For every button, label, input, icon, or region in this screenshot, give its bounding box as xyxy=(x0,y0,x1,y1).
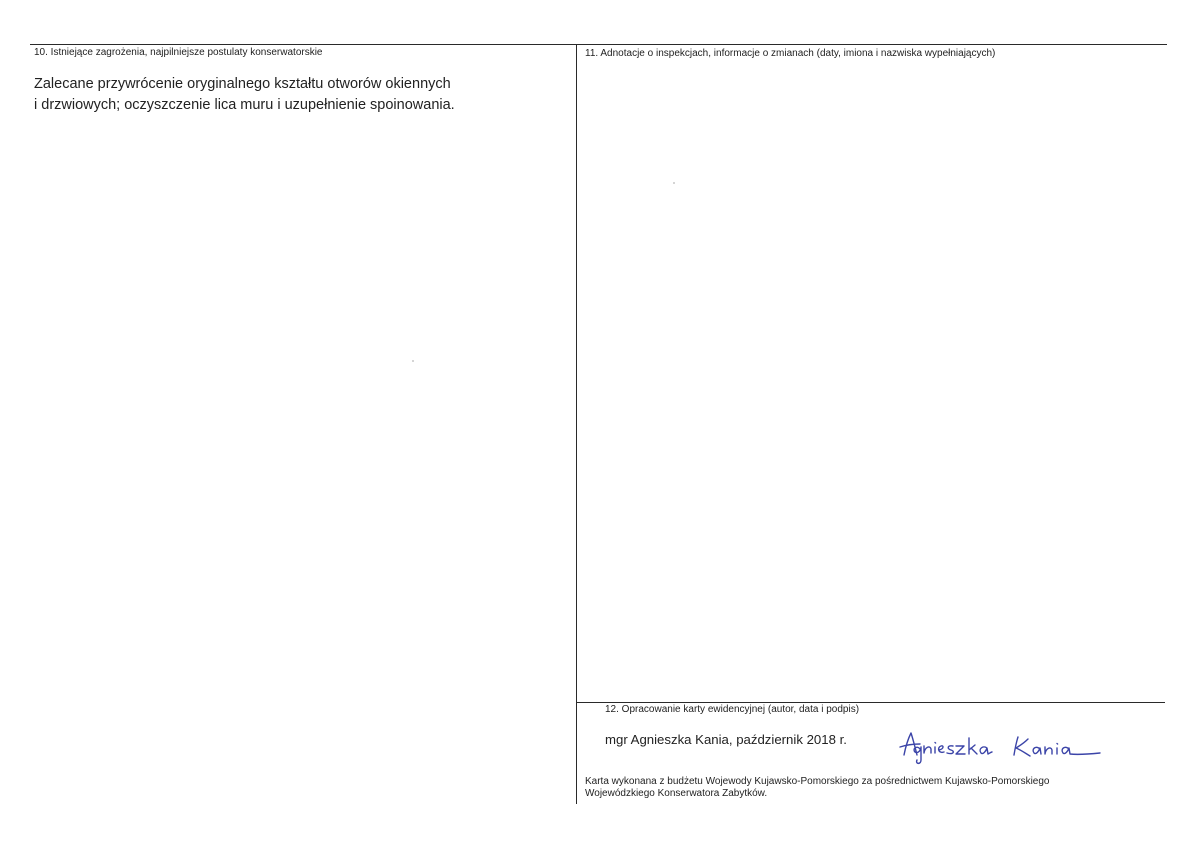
section-10-heading: 10. Istniejące zagrożenia, najpilniejsze postulaty konserwatorskie xyxy=(34,47,323,58)
section-12-rule xyxy=(576,702,1165,703)
top-rule xyxy=(30,44,1167,45)
section-10-text xyxy=(34,74,554,116)
signature xyxy=(890,727,1120,767)
funding-note xyxy=(585,776,1165,800)
scan-speck xyxy=(412,360,414,362)
funding-note-line-1: Karta wykonana z budżetu Wojewody Kujawsko-Pomorskiego za pośrednictwem Kujawsko-Pomorskiego xyxy=(585,776,1050,787)
author-date-line: mgr Agnieszka Kania, październik 2018 r. xyxy=(605,732,847,747)
scan-speck xyxy=(673,182,675,184)
funding-note-line-2: Wojewódzkiego Konserwatora Zabytków. xyxy=(585,788,768,799)
section-12-heading: 12. Opracowanie karty ewidencyjnej (autor, data i podpis) xyxy=(605,704,860,715)
column-divider xyxy=(576,44,577,804)
section-11-heading: 11. Adnotacje o inspekcjach, informacje o zmianach (daty, imiona i nazwiska wypełniających) xyxy=(585,48,996,59)
section-10-text-line-1: Zalecane przywrócenie oryginalnego kształtu otworów okiennych xyxy=(34,76,451,92)
section-10-text-line-2: i drzwiowych; oczyszczenie lica muru i uzupełnienie spoinowania. xyxy=(34,97,455,113)
